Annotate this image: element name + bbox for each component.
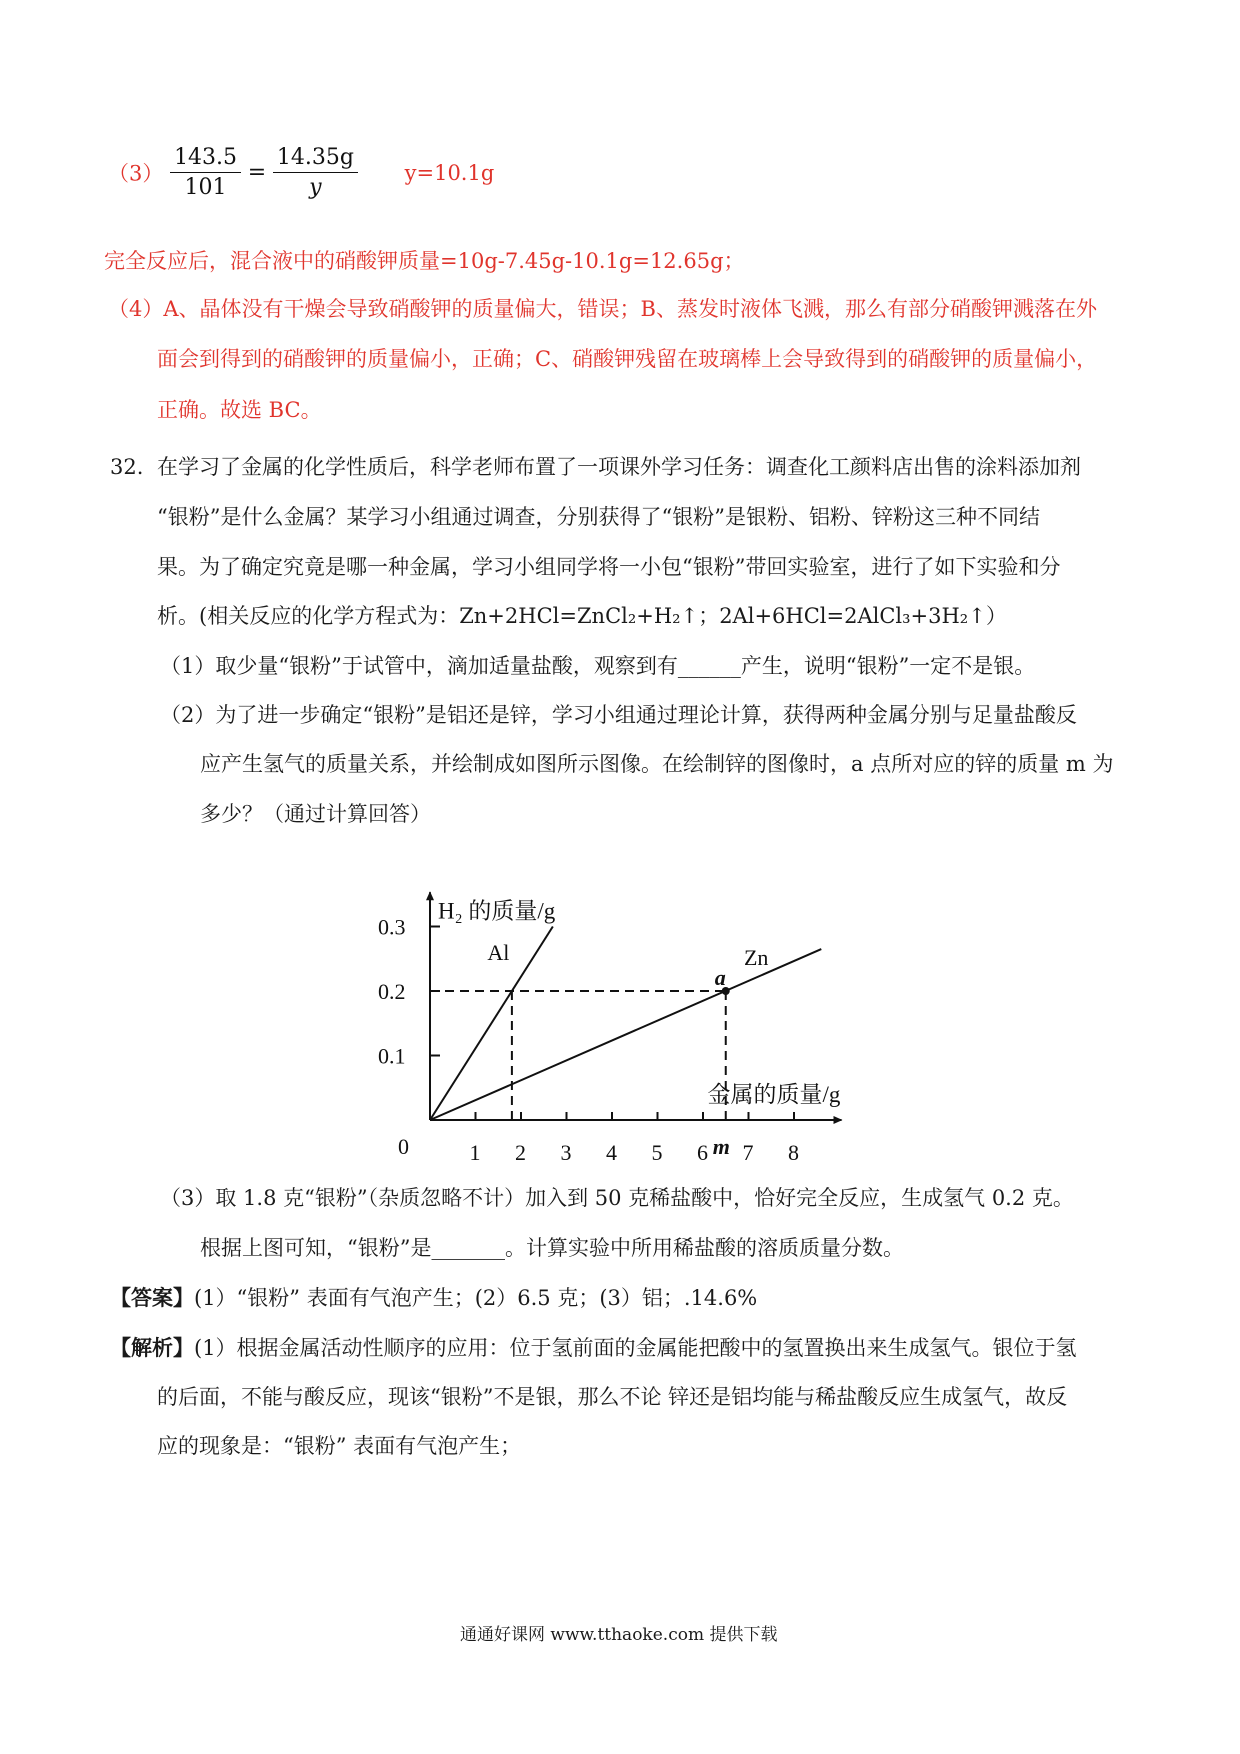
chart-plot-area xyxy=(378,892,842,1165)
x-tick-label: 3 xyxy=(560,1140,572,1165)
y-tick-label: 0.1 xyxy=(378,1043,406,1069)
q32-stem-line1: 在学习了金属的化学性质后，科学老师布置了一项课外学习任务：调查化工颜料店出售的涂料添加剂 xyxy=(157,455,1081,479)
origin-label: 0 xyxy=(398,1134,409,1159)
answer-label: 【答案】 xyxy=(110,1285,194,1310)
fraction-1-denominator: 101 xyxy=(184,175,227,200)
x-tick-label: 6 xyxy=(697,1140,708,1165)
equals-sign: = xyxy=(247,160,267,185)
y-tick-label: 0.2 xyxy=(378,979,406,1004)
q31-part4-line2: 面会到得到的硝酸钾的质量偏小，正确；C、硝酸钾残留在玻璃棒上会导致得到的硝酸钾的质量偏小， xyxy=(157,347,1098,371)
fraction-2-denominator: y xyxy=(309,175,322,200)
analysis-line2: 的后面，不能与酸反应，现该“银粉”不是银，那么不论 锌还是铝均能与稀盐酸反应生成氢气，故反 xyxy=(157,1385,1068,1409)
q32-part2-line1: （2）为了进一步确定“银粉”是铝还是锌，学习小组通过理论计算，获得两种金属分别与足量盐酸反 xyxy=(160,703,1077,727)
q32-part1: （1）取少量“银粉”于试管中，滴加适量盐酸，观察到有______产生，说明“银粉”一定不是银。 xyxy=(160,654,1036,678)
q31-part3 xyxy=(108,145,494,200)
x-tick-label: 8 xyxy=(788,1140,799,1165)
h2-mass-chart xyxy=(360,848,880,1173)
m-label: m xyxy=(712,1134,730,1159)
analysis-line3: 应的现象是：“银粉” 表面有气泡产生； xyxy=(157,1434,522,1458)
q32-part3-line1: （3）取 1.8 克“银粉”（杂质忽略不计）加入到 50 克稀盐酸中，恰好完全反应，生成氢气 0.2 克。 xyxy=(160,1186,1074,1210)
fraction-1 xyxy=(170,145,241,200)
series-label-al: Al xyxy=(487,940,510,966)
analysis-label: 【解析】 xyxy=(110,1335,194,1360)
x-tick-label: 1 xyxy=(469,1140,481,1165)
y-tick-label: 0.3 xyxy=(378,914,406,940)
q32-part3-line2: 根据上图可知，“银粉”是_______。计算实验中所用稀盐酸的溶质质量分数。 xyxy=(200,1236,904,1260)
q31-part3-result: y=10.1g xyxy=(404,160,495,185)
q32-stem-line3: 果。为了确定究竟是哪一种金属，学习小组同学将一小包“银粉”带回实验室，进行了如下实验和分 xyxy=(157,555,1061,579)
x-tick-label: 7 xyxy=(742,1140,754,1165)
q32-part2-line3: 多少？（通过计算回答） xyxy=(200,802,431,826)
y-axis-label: H₂ 的质量/g xyxy=(438,898,556,924)
answer-line xyxy=(110,1285,757,1311)
fraction-2 xyxy=(273,145,358,200)
point-a-label: a xyxy=(714,965,726,990)
q31-part4-line3: 正确。故选 BC。 xyxy=(157,398,322,422)
q32-part2-line2: 应产生氢气的质量关系，并绘制成如图所示图像。在绘制锌的图像时，a 点所对应的锌的质量 m 为 xyxy=(200,752,1114,776)
q32-stem-line4: 析。(相关反应的化学方程式为：Zn+2HCl=ZnCl₂+H₂↑；2Al+6HCl=2AlCl₃+3H₂↑） xyxy=(157,604,1007,628)
q31-part4-line1: （4）A、晶体没有干燥会导致硝酸钾的质量偏大，错误；B、蒸发时液体飞溅，那么有部分硝酸钾溅落在外 xyxy=(108,297,1097,321)
page-footer: 通通好课网 www.tthaoke.com 提供下载 xyxy=(460,1625,778,1645)
x-tick-label: 4 xyxy=(606,1140,617,1165)
series-label-zn: Zn xyxy=(743,945,769,971)
q31-line2: 完全反应后，混合液中的硝酸钾质量=10g-7.45g-10.1g=12.65g； xyxy=(104,249,745,273)
fraction-1-numerator: 143.5 xyxy=(170,145,241,173)
x-axis-label: 金属的质量/g xyxy=(707,1082,841,1107)
q32-number: 32. xyxy=(110,455,144,479)
fraction-2-numerator: 14.35g xyxy=(273,145,358,173)
analysis-line1 xyxy=(110,1335,1077,1361)
x-tick-label: 2 xyxy=(515,1140,526,1165)
answer-text: (1）“银粉” 表面有气泡产生；(2）6.5 克；(3）铝；.14.6% xyxy=(194,1286,758,1310)
x-tick-label: 5 xyxy=(651,1140,663,1165)
q31-part3-label: （3） xyxy=(108,161,164,186)
analysis-text-1: (1）根据金属活动性顺序的应用：位于氢前面的金属能把酸中的氢置换出来生成氢气。银位于氢 xyxy=(194,1336,1077,1360)
q32-stem-line2: “银粉”是什么金属？某学习小组通过调查，分别获得了“银粉”是银粉、铝粉、锌粉这三种不同结 xyxy=(157,505,1040,529)
